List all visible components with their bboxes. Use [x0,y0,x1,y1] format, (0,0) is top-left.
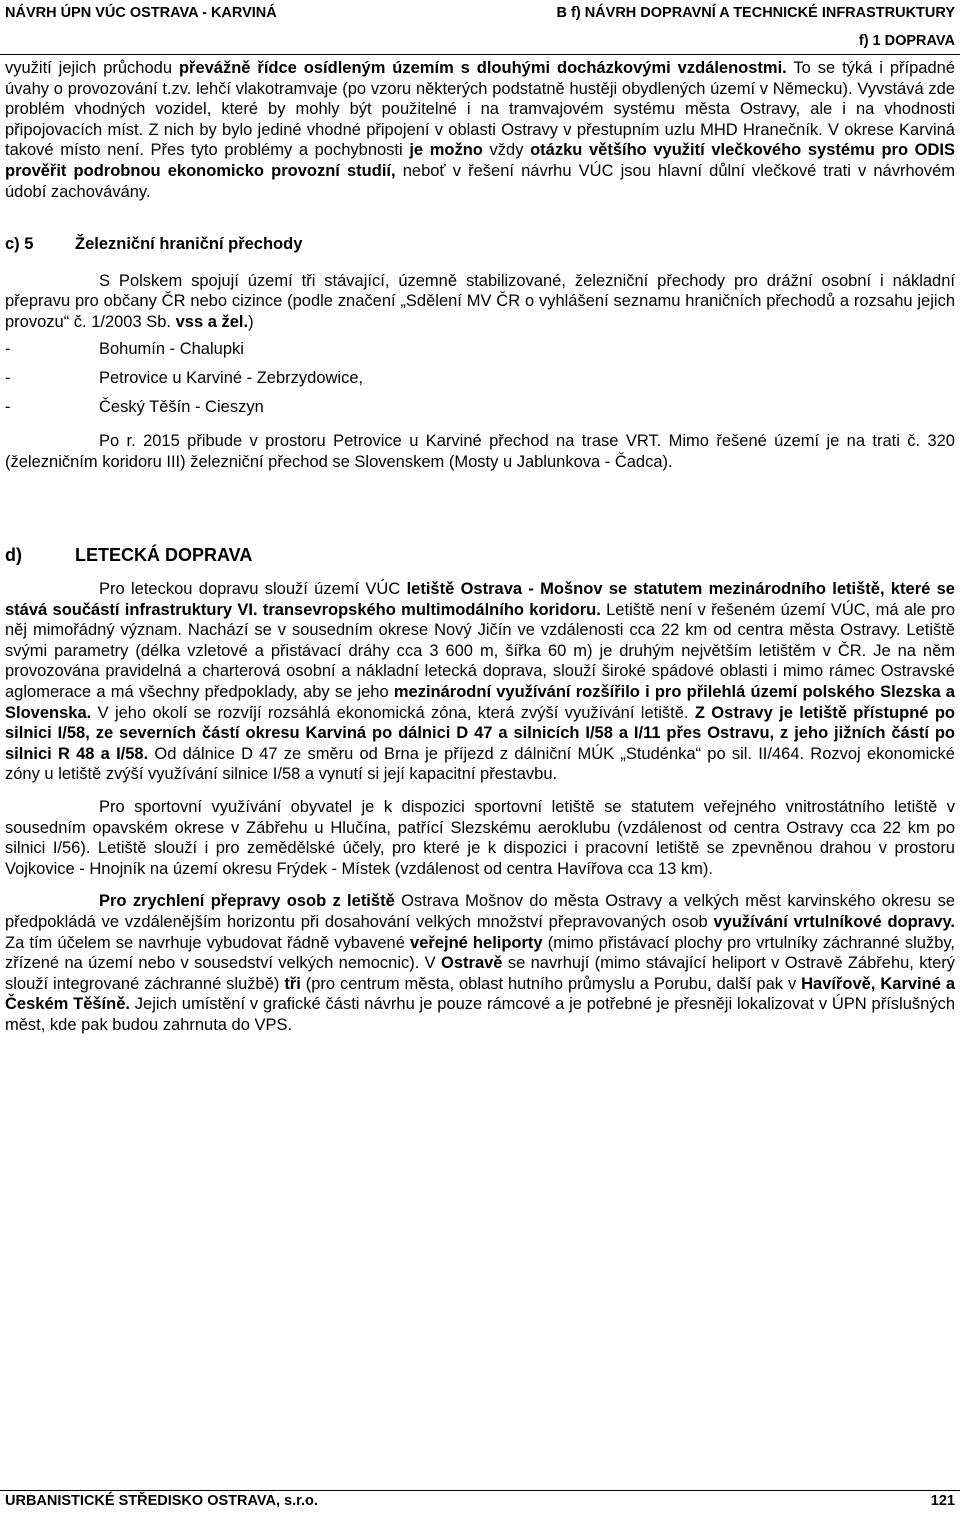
bold-text-run: vss a žel. [175,312,249,331]
header-rule [0,54,960,55]
section-d-paragraph-1 [5,579,955,785]
intro-paragraph [5,58,955,202]
bold-text-run: Z Ostravy je letiště přístupné po silnici I/58, ze severních částí okresu Karviná po dálnici D 47 a silnicích I/58 a I/11 přes Ostravu, z jeho jižních částí po silnici R 48 a I/58. [5,703,955,763]
text-run: Od dálnice D 47 ze směru od Brna je příjezd z dálniční MÚK „Studénka“ po sil. II/464. Rozvoj ekonomické zóny u letiště zvýší využívání silnice I/58 a vynutí si její kapacitní přestavbu. [5,744,955,784]
bold-text-run: Ostravě [441,954,503,973]
bold-text-run: Havířově, Karviné a Českém Těšíně. [5,974,955,1014]
section-d-paragraph-3 [5,891,955,1035]
bold-text-run: otázku většího využití vlečkového systému pro ODIS prověřit podrobnou ekonomicko provozní studií, [5,141,955,180]
section-c5-outro: Po r. 2015 přibude v prostoru Petrovice u Karviné přechod na trase VRT. Mimo řešené území je na trati č. 320 (železničním koridoru III) železniční přechod se Slovenskem (Mosty u Jablunkova - Čadca). [5,432,955,471]
bold-text-run: převážně řídce osídleným územím s dlouhými docházkovými vzdálenostmi. [178,59,787,77]
text-run: (pro centrum města, oblast hutního průmyslu a Porubu, další pak v [300,974,802,993]
text-run: Za tím účelem se navrhuje vybudovat řádně vybavené [5,933,411,952]
page-header [0,0,960,54]
bold-text-run: tři [284,974,301,993]
bold-text-run: je možno [409,141,483,160]
text-run: se navrhují (mimo stávající heliport v Ostravě Zábřehu, který slouží integrované záchranné službě) [5,954,955,993]
list-item: - Český Těšín - Cieszyn [5,397,264,416]
text-run: V jeho okolí se rozvíjí rozsáhlá ekonomická zóna, která zvýší využívání letiště. [91,703,695,722]
page-number: 121 [930,1493,955,1509]
list-item: - Petrovice u Karviné - Zebrzydowice, [5,368,364,387]
footer-rule [0,1490,960,1491]
section-c5-intro [5,271,955,333]
text-run: Ostrava Mošnov do města Ostravy a velkých měst karvinského okresu se předpokládá ve vzdálenějším horizontu při dosahování velkých množství přepravovaných osob [5,892,955,931]
section-c5-heading [5,234,955,255]
text-run: Pro leteckou dopravu slouží území VÚC [99,580,407,599]
footer-company: URBANISTICKÉ STŘEDISKO OSTRAVA, s.r.o. [5,1493,318,1509]
text-run: Letiště není v řešeném území VÚC, má ale pro něj mimořádný význam. Nachází se v sousedním okrese Nový Jičín ve vzdálenosti cca 22 km od centra města Ostravy. Letiště svými parametry (délka vzletové a přistávací dráhy cca 3 600 m, šířka 60 m) je druhým největším letištěm v ČR. Je na něm provozována pravidelná a charterová osobní a nákladní letecká doprava, slouží široké spádové oblasti i mimo rámec Ostravské aglomerace a má všechny předpoklady, aby se jeho [5,600,956,702]
text-run: ) [248,312,254,331]
header-chapter-title: B f) NÁVRH DOPRAVNÍ A TECHNICKÉ INFRASTRUKTURY [556,5,955,21]
section-d-title: LETECKÁ DOPRAVA [75,544,253,565]
text-run: (mimo přistávací plochy pro vrtulníky záchranné služby, zřízené na území nebo v sousedství velkých nemocnic). V [5,933,955,973]
bold-text-run: Pro zrychlení přepravy osob z letiště [99,892,395,911]
section-d-number: d) [5,544,22,565]
bold-text-run: letiště Ostrava - Mošnov se statutem mezinárodního letiště, které se stává součástí infrastruktury VI. transevropského multimodálního koridoru. [5,580,955,619]
bold-text-run: mezinárodní využívání rozšířilo i pro přilehlá území polského Slezska a Slovenska. [5,683,955,722]
page-body [5,58,955,1036]
text-run: To se týká i případné úvahy o provozování t.zv. lehčí vlakotramvaje (po vzoru některých podstatně hustěji obydlených území v Německu). Vyvstává zde problém vhodných vozidel, které by mohly být použitelné i na tramvajovém systému města Ostravy, ale i na vhodnosti připojovacích míst. Z nich by bylo jediné vhodné připojení v oblasti Ostravy v přestupním uzlu MHD Hranečník. V okrese Karviná takové místo není. Přes tyto problémy a pochybnosti [5,59,956,160]
bold-text-run: veřejné heliporty [410,933,543,952]
text-run: Jejich umístění v grafické části návrhu je pouze rámcové a je potřebné je přesněji lokalizovat v ÚPN příslušných měst, kde pak budou zahrnuta do VPS. [5,995,955,1034]
border-crossing-list [5,339,955,418]
section-d-heading [5,545,955,566]
bold-text-run: využívání vrtulníkové dopravy. [713,913,955,931]
section-c5-number: c) 5 [5,235,34,254]
section-c5-title: Železniční hraniční přechody [75,235,303,254]
text-run: využití jejich průchodu [5,59,179,77]
header-document-title: NÁVRH ÚPN VÚC OSTRAVA - KARVINÁ [5,5,277,21]
text-run: vždy [482,141,531,160]
section-d-paragraph-2: Pro sportovní využívání obyvatel je k dispozici sportovní letiště se statutem veřejného vnitrostátního letiště v sousedním opavském okrese v Zábřehu u Hlučína, patřící Slezskému aeroklubu (vzdálenost od centra Ostravy cca 22 km po silnici I/56). Letiště slouží i pro zemědělské účely, pro které je k dispozici i pracovní letiště se zpevněnou drahou v prostoru Vojkovice - Hnojník na území okresu Frýdek - Místek (vzdálenost od centra Havířova cca 13 km). [5,798,955,878]
header-subchapter: f) 1 DOPRAVA [858,33,955,49]
text-run: neboť v řešení návrhu VÚC jsou hlavní důlní vlečkové trati v návrhovém údobí zachovávány. [5,161,956,201]
list-item: - Bohumín - Chalupki [5,339,244,358]
text-run: S Polskem spojují území tři stávající, územně stabilizované, železniční přechody pro drážní osobní i nákladní přepravu pro občany ČR nebo cizince (podle značení „Sdělení MV ČR o vyhlášení seznamu hraničních přechodů a rozsahu jejich provozu“ č. 1/2003 Sb. [5,271,955,331]
